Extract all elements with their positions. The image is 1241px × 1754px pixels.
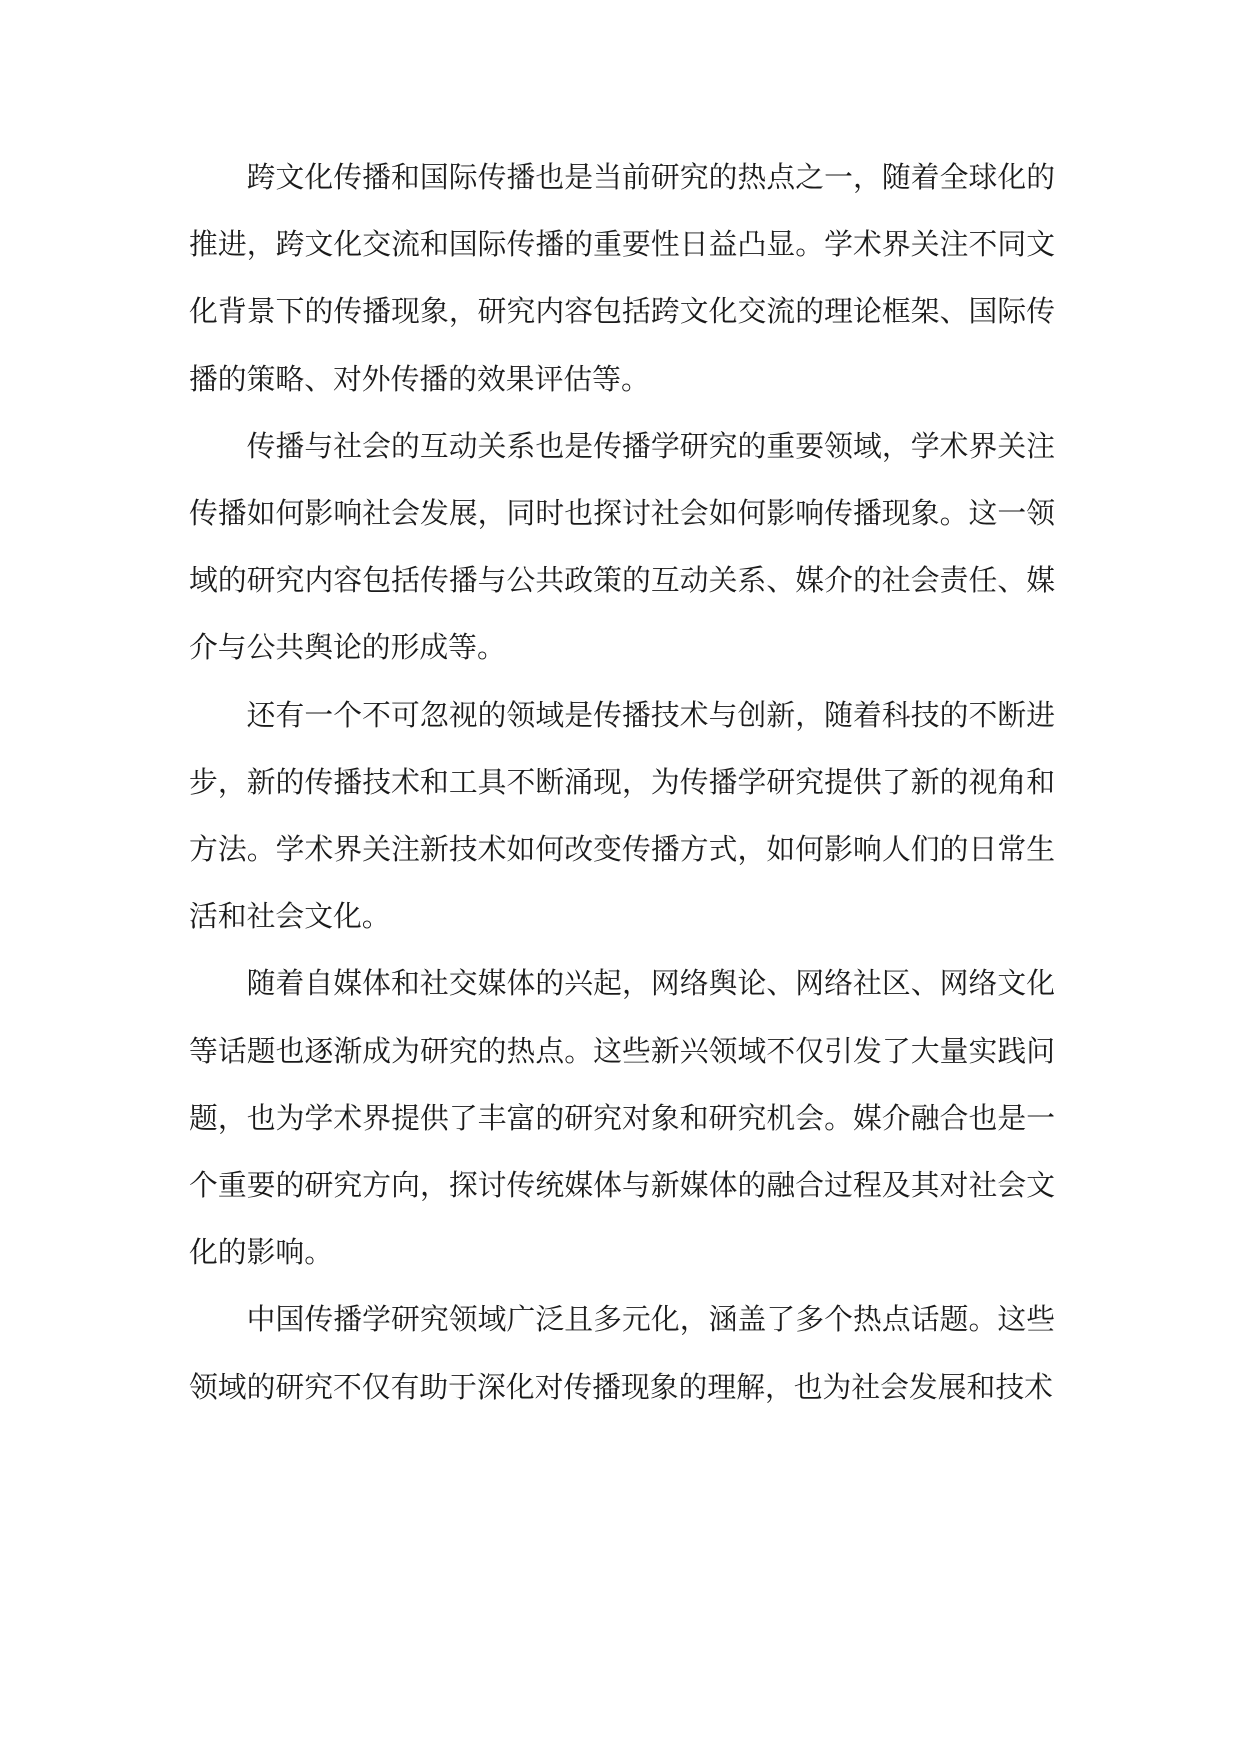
document-body <box>189 144 1055 1421</box>
paragraph-social-media: 随着自媒体和社交媒体的兴起，网络舆论、网络社区、网络文化等话题也逐渐成为研究的热点。这些新兴领域不仅引发了大量实践问题，也为学术界提供了丰富的研究对象和研究机会。媒介融合也是一个重要的研究方向，探讨传统媒体与新媒体的融合过程及其对社会文化的影响。 <box>189 966 1055 1270</box>
paragraph-summary: 中国传播学研究领域广泛且多元化，涵盖了多个热点话题。这些领域的研究不仅有助于深化对传播现象的理解，也为社会发展和技术 <box>189 1302 1055 1404</box>
paragraph-communication-society: 传播与社会的互动关系也是传播学研究的重要领域，学术界关注传播如何影响社会发展，同时也探讨社会如何影响传播现象。这一领域的研究内容包括传播与公共政策的互动关系、媒介的社会责任、媒介与公共舆论的形成等。 <box>189 428 1055 665</box>
paragraph-cross-cultural: 跨文化传播和国际传播也是当前研究的热点之一，随着全球化的推进，跨文化交流和国际传播的重要性日益凸显。学术界关注不同文化背景下的传播现象，研究内容包括跨文化交流的理论框架、国际传播的策略、对外传播的效果评估等。 <box>189 160 1055 396</box>
paragraph-technology-innovation: 还有一个不可忽视的领域是传播技术与创新，随着科技的不断进步，新的传播技术和工具不断涌现，为传播学研究提供了新的视角和方法。学术界关注新技术如何改变传播方式，如何影响人们的日常生活和社会文化。 <box>189 697 1055 934</box>
